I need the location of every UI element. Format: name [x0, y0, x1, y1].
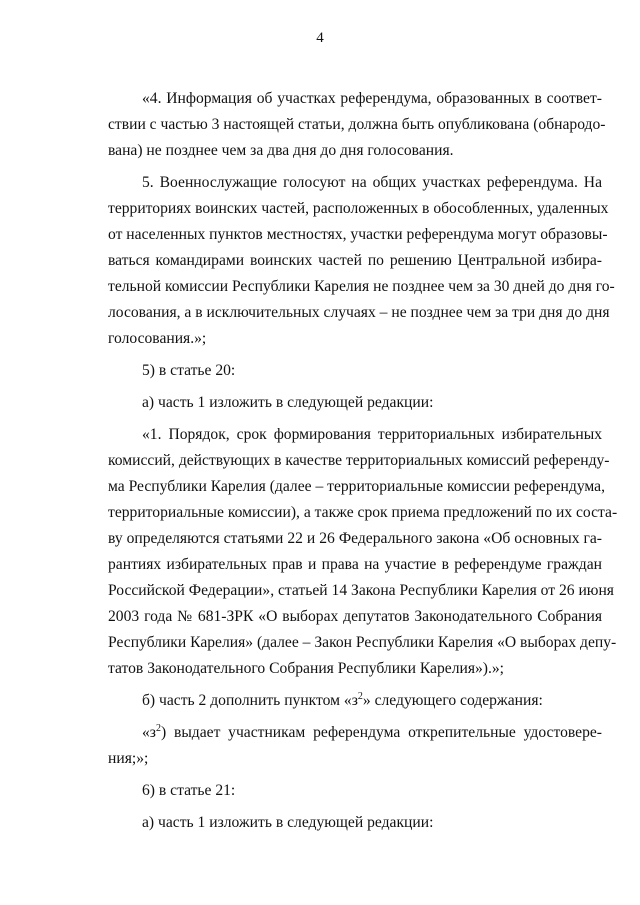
- text-line: комиссий, действующих в качестве территориальных комиссий референду-: [108, 452, 610, 469]
- text-fragment: б) часть 2 дополнить пунктом «з: [142, 692, 358, 709]
- paragraph-1-order: [108, 422, 618, 682]
- text-line: рантиях избирательных прав и права на участие в референдуме граждан: [108, 556, 602, 573]
- text-line: ваться командирами воинских частей по решению Центральной избира-: [108, 252, 602, 269]
- text-line: тельной комиссии Республики Карелия не позднее чем за 30 дней до дня го-: [108, 278, 615, 295]
- text-line: 5. Военнослужащие голосуют на общих участках референдума. На: [142, 174, 602, 191]
- text-line: ствии с частью 3 настоящей статьи, должна быть опубликована (обнародо-: [108, 116, 606, 133]
- superscript: 2: [357, 690, 363, 702]
- paragraph-part-2-supplement: [108, 688, 602, 714]
- paragraph-part-1-edit: [108, 390, 602, 416]
- text-line: Республики Карелия» (далее – Закон Республики Карелия «О выборах депу-: [108, 634, 617, 651]
- text-line: лосования, а в исключительных случаях – не позднее чем за три дня до дня: [108, 304, 610, 321]
- text-line: ма Республики Карелия (далее – территориальные комиссии референдума,: [108, 478, 605, 495]
- page-number: 4: [316, 30, 324, 46]
- text-fragment: ) выдает участникам референдума открепительные удостовере-: [160, 724, 602, 741]
- text-line: «1. Порядок, срок формирования территориальных избирательных: [142, 426, 602, 443]
- text-line: [108, 720, 602, 746]
- text-line: «4. Информация об участках референдума, образованных в соответ-: [142, 90, 602, 107]
- text-line: а) часть 1 изложить в следующей редакции:: [142, 394, 434, 411]
- paragraph-4-info: [108, 86, 606, 164]
- text-line: а) часть 1 изложить в следующей редакции:: [142, 814, 434, 831]
- text-line: ву определяются статьями 22 и 26 Федерального закона «Об основных га-: [108, 530, 602, 547]
- text-line: [108, 688, 602, 714]
- text-fragment: » следующего содержания:: [362, 692, 543, 709]
- text-line: 6) в статье 21:: [142, 782, 236, 799]
- superscript: 2: [155, 722, 161, 734]
- text-line: 2003 года № 681-ЗРК «О выборах депутатов Законодательного Собрания: [108, 608, 602, 625]
- document-body: [108, 86, 618, 836]
- paragraph-part-1-edit-21: [108, 810, 602, 836]
- text-line: голосования.»;: [108, 330, 207, 347]
- text-line: вана) не позднее чем за два дня до дня голосования.: [108, 142, 454, 159]
- text-line: 5) в статье 20:: [142, 362, 236, 379]
- paragraph-article-21: [108, 778, 602, 804]
- text-fragment: «з: [142, 724, 156, 741]
- paragraph-z2-item: [108, 720, 602, 772]
- text-line: ния;»;: [108, 750, 149, 767]
- paragraph-5-military: [108, 170, 615, 352]
- text-line: от населенных пунктов местностях, участки референдума могут образовы-: [108, 226, 608, 243]
- text-line: территориальные комиссии), а также срок приема предложений по их соста-: [108, 504, 618, 521]
- text-line: татов Законодательного Собрания Республики Карелия»).»;: [108, 660, 505, 677]
- text-line: территориях воинских частей, расположенных в обособленных, удаленных: [108, 200, 609, 217]
- text-line: Российской Федерации», статьей 14 Закона Республики Карелия от 26 июня: [108, 582, 614, 599]
- paragraph-article-20: [108, 358, 602, 384]
